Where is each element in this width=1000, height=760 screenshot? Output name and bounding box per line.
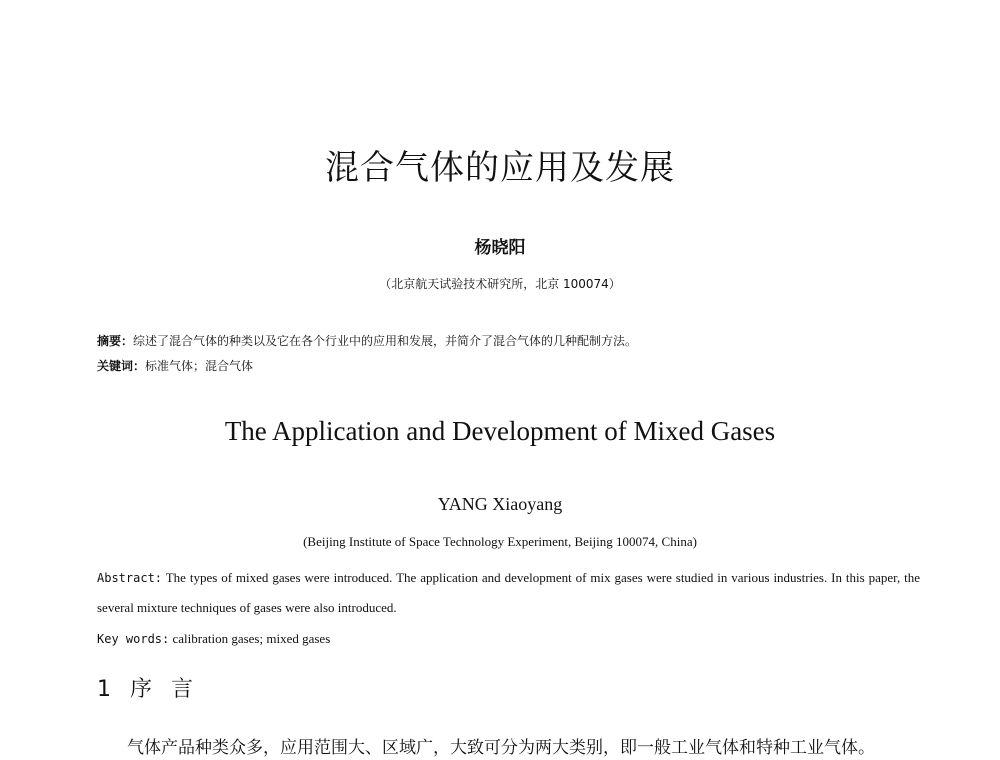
- english-title: The Application and Development of Mixed Gases: [224, 416, 776, 446]
- chinese-title: 混合气体的应用及发展: [325, 148, 675, 188]
- english-author: YANG Xiaoyang: [437, 494, 563, 514]
- english-abstract-text: The types of mixed gases were introduced. The application and development of mix gases were studied in various industries. In this paper, the several mixture techniques of gases were also introduced.: [97, 570, 920, 615]
- chinese-keywords-text: 标准气体；混合气体: [145, 359, 254, 373]
- english-keywords-text: calibration gases; mixed gases: [169, 631, 331, 646]
- chinese-author: 杨晓阳: [474, 238, 526, 258]
- chinese-abstract-label: 摘要：: [97, 334, 134, 348]
- chinese-affiliation: （北京航天试验技术研究所，北京 100074）: [379, 277, 621, 291]
- english-abstract: [97, 563, 920, 623]
- english-affiliation: (Beijing Institute of Space Technology Experiment, Beijing 100074, China): [303, 534, 697, 549]
- english-keywords-label: Key words:: [97, 632, 170, 646]
- body-paragraph: 气体产品种类众多，应用范围大、区域广，大致可分为两大类别，即一般工业气体和特种工业气体。: [127, 738, 875, 758]
- chinese-keywords: [97, 357, 253, 374]
- chinese-abstract: [97, 332, 637, 349]
- chinese-abstract-text: 综述了混合气体的种类以及它在各个行业中的应用和发展，并简介了混合气体的几种配制方法。: [133, 334, 638, 348]
- english-abstract-label: Abstract:: [97, 571, 163, 585]
- english-keywords: [97, 631, 330, 647]
- chinese-keywords-label: 关键词：: [97, 359, 146, 373]
- section-heading-introduction: 1 序 言: [97, 677, 199, 702]
